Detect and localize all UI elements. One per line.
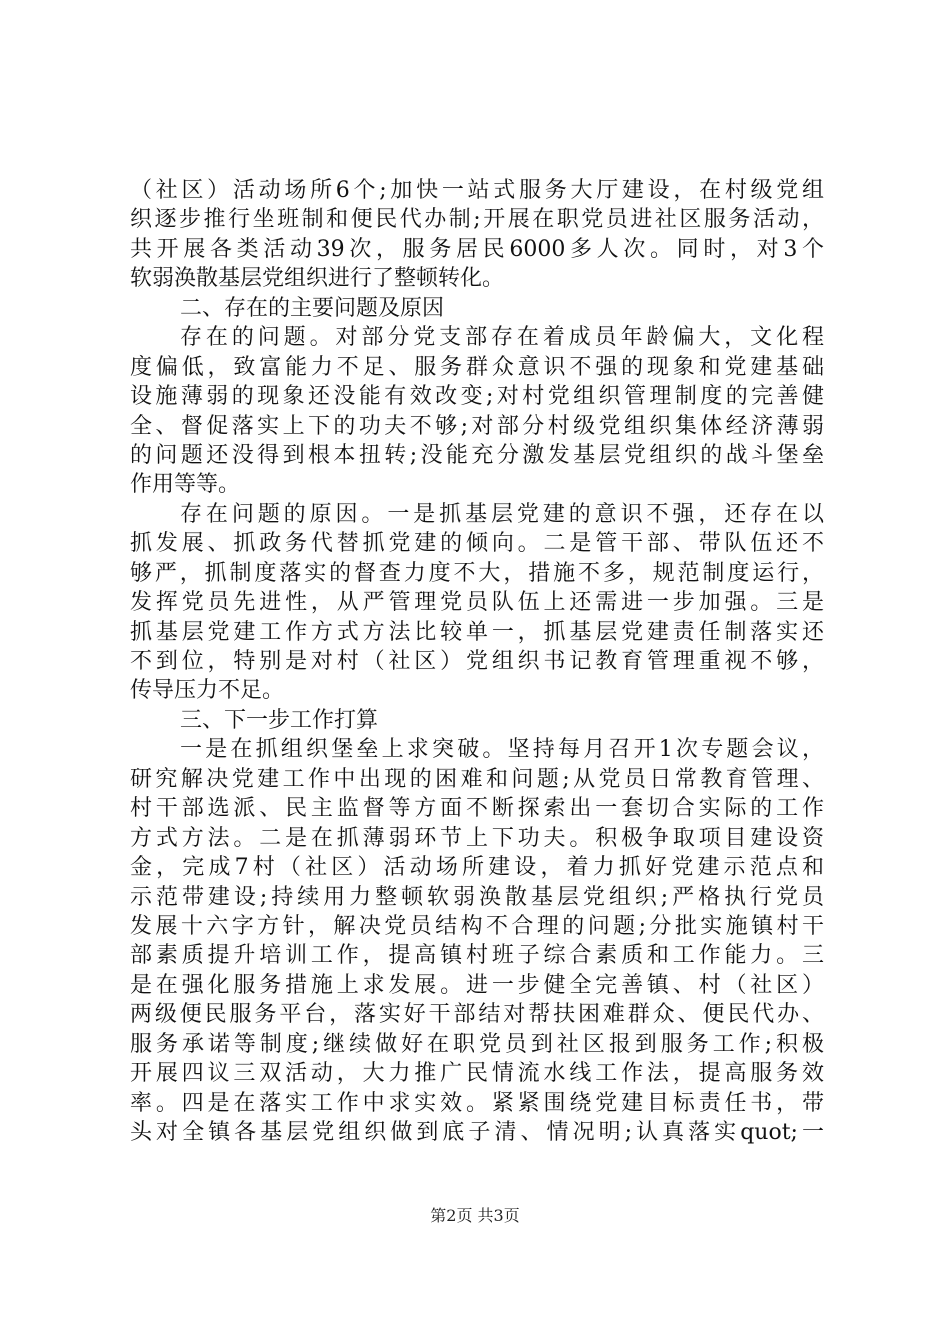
text-line: （社区）活动场所6个;加快一站式服务大厅建设，在村级党组 <box>130 178 824 203</box>
page-number: 第2页 共3页 <box>430 1206 520 1225</box>
text-line: 抓发展、抓政务代替抓党建的倾向。二是管干部、带队伍还不 <box>130 531 824 557</box>
text-line: 的问题还没得到根本扭转;没能充分激发基层党组织的战斗堡垒 <box>130 442 824 468</box>
text-line: 抓基层党建工作方式方法比较单一，抓基层党建责任制落实还 <box>130 619 824 645</box>
text-line: 不到位，特别是对村（社区）党组织书记教育管理重视不够， <box>130 649 824 674</box>
text-line: 全、督促落实上下的功夫不够;对部分村级党组织集体经济薄弱 <box>130 413 824 439</box>
text-line: 作用等等。 <box>130 472 241 498</box>
text-line: 存在问题的原因。一是抓基层党建的意识不强，还存在以 <box>180 501 824 527</box>
text-line: 服务承诺等制度;继续做好在职党员到社区报到服务工作;积极 <box>130 1031 824 1057</box>
text-line: 发挥党员先进性，从严管理党员队伍上还需进一步加强。三是 <box>130 590 824 616</box>
text-line: 一是在抓组织堡垒上求突破。坚持每月召开1次专题会议， <box>180 737 824 763</box>
text-line: 部素质提升培训工作，提高镇村班子综合素质和工作能力。三 <box>130 943 824 969</box>
text-line: 存在的问题。对部分党支部存在着成员年龄偏大，文化程 <box>180 325 824 351</box>
text-line: 率。四是在落实工作中求实效。紧紧围绕党建目标责任书，带 <box>130 1090 824 1116</box>
text-line: 村干部选派、民主监督等方面不断探索出一套切合实际的工作 <box>130 796 824 822</box>
text-line: 两级便民服务平台，落实好干部结对帮扶困难群众、便民代办、 <box>130 1002 824 1028</box>
text-line: 共开展各类活动39次，服务居民6000多人次。同时，对3个 <box>130 236 824 262</box>
text-line: 发展十六字方针，解决党员结构不合理的问题;分批实施镇村干 <box>130 913 824 939</box>
text-line: 示范带建设;持续用力整顿软弱涣散基层党组织;严格执行党员 <box>130 884 824 910</box>
text-line: 是在强化服务措施上求发展。进一步健全完善镇、村（社区） <box>130 972 824 998</box>
text-line: 头对全镇各基层党组织做到底子清、情况明;认真落实quot;一 <box>130 1120 824 1145</box>
section-heading: 三、下一步工作打算 <box>180 707 379 733</box>
text-line: 设施薄弱的现象还没能有效改变;对村党组织管理制度的完善健 <box>130 384 824 410</box>
text-line: 够严，抓制度落实的督查力度不大，措施不多，规范制度运行， <box>130 560 824 586</box>
text-line: 方式方法。二是在抓薄弱环节上下功夫。积极争取项目建设资 <box>130 825 824 851</box>
text-line: 金，完成7村（社区）活动场所建设，着力抓好党建示范点和 <box>130 855 824 881</box>
section-heading: 二、存在的主要问题及原因 <box>180 295 445 321</box>
text-line: 度偏低，致富能力不足、服务群众意识不强的现象和党建基础 <box>130 354 824 380</box>
text-line: 软弱涣散基层党组织进行了整顿转化。 <box>130 266 505 292</box>
document-body <box>130 176 824 1147</box>
text-line: 研究解决党建工作中出现的困难和问题;从党员日常教育管理、 <box>130 766 824 792</box>
text-line: 织逐步推行坐班制和便民代办制;开展在职党员进社区服务活动， <box>130 207 824 233</box>
text-line: 传导压力不足。 <box>130 678 285 704</box>
text-line: 开展四议三双活动，大力推广民情流水线工作法，提高服务效 <box>130 1061 824 1087</box>
